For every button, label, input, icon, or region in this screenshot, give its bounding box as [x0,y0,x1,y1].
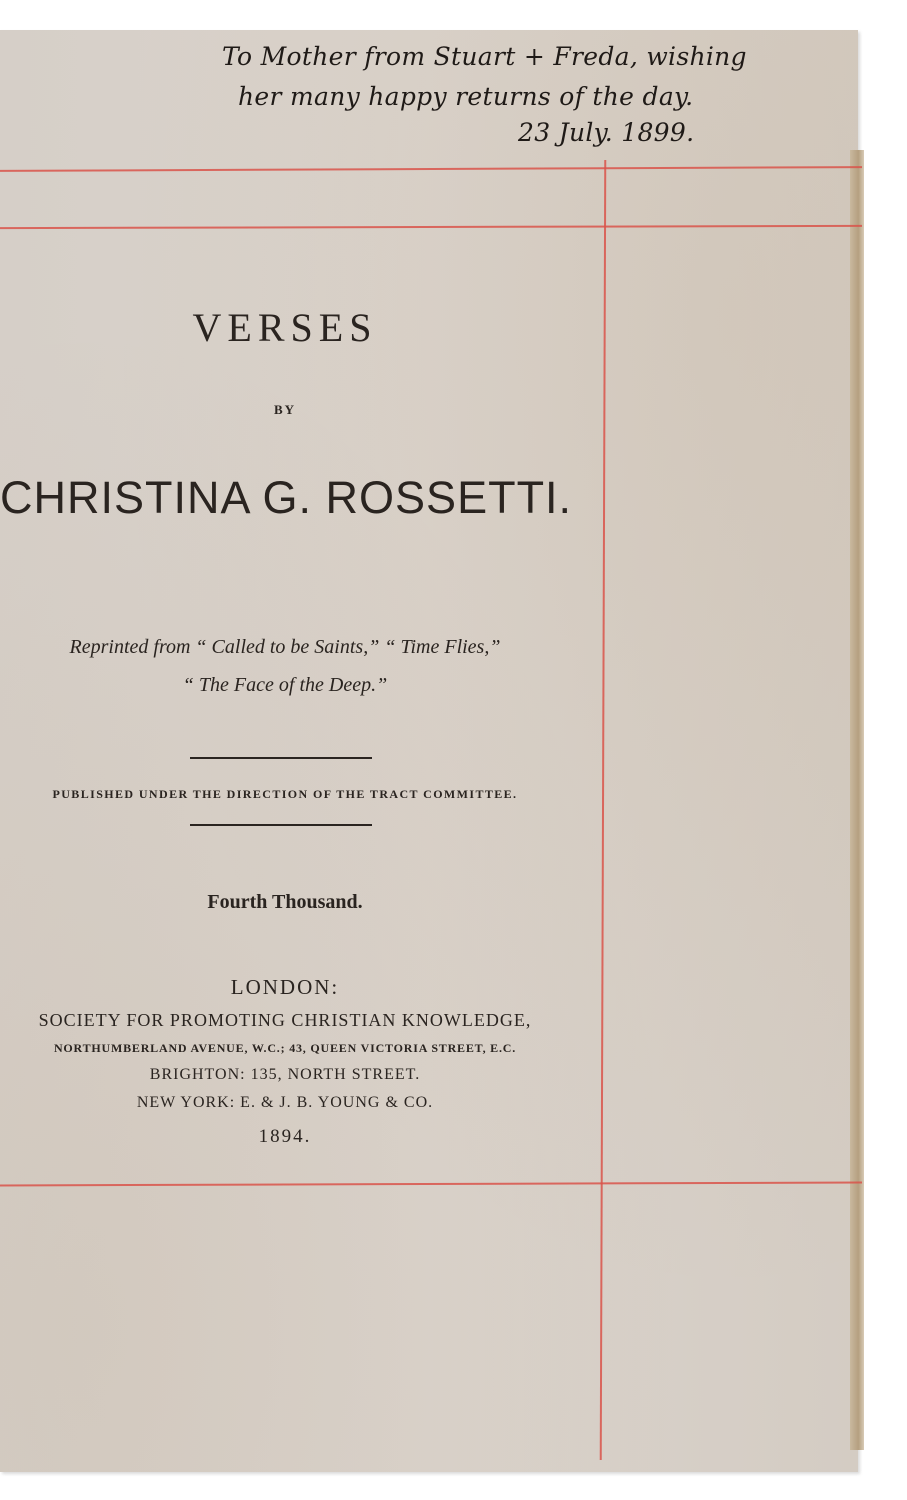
by-label: BY [273,402,297,417]
author-name: CHRISTINA G. ROSSETTI. [0,472,573,523]
imprint-city: LONDON: [230,975,340,999]
page-edge [850,150,864,1450]
inscription-line-2: her many happy returns of the day. [238,82,694,111]
reprinted-line-1: Reprinted from “ Called to be Saints,” “ Time Flies,” [69,636,501,658]
edition-label: Fourth Thousand. [207,891,363,913]
inscription-date: 23 July. 1899. [518,118,695,147]
divider-top [190,757,372,759]
book-title: VERSES [192,305,378,350]
imprint-address: NORTHUMBERLAND AVENUE, W.C.; 43, QUEEN VICTORIA STREET, E.C. [53,1041,517,1055]
inscription-line-1: To Mother from Stuart + Freda, wishing [222,42,747,71]
imprint-brighton: BRIGHTON: 135, NORTH STREET. [149,1066,421,1083]
divider-bottom [190,824,372,826]
reprinted-line-2: “ The Face of the Deep.” [182,674,388,696]
imprint-new-york: NEW YORK: E. & J. B. YOUNG & CO. [136,1094,434,1111]
book-page [0,30,858,1472]
published-under: PUBLISHED UNDER THE DIRECTION OF THE TRACT COMMITTEE. [52,787,518,801]
imprint-year: 1894. [258,1126,312,1147]
imprint-publisher: SOCIETY FOR PROMOTING CHRISTIAN KNOWLEDGE, [38,1010,532,1030]
